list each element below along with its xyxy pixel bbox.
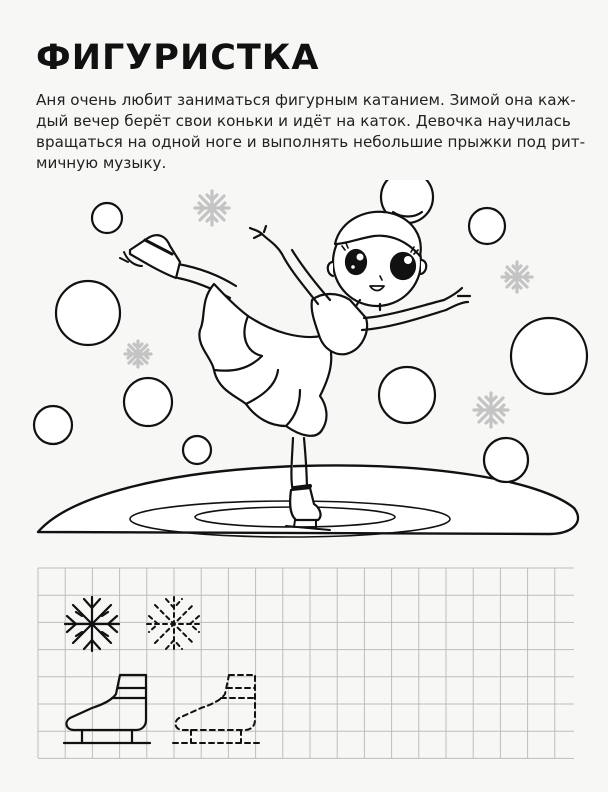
snowflake-icon: [195, 191, 229, 225]
snowflake-icon: [125, 341, 151, 367]
story-line: мичную музыку.: [36, 154, 167, 172]
skate-tracing-icon: [173, 675, 259, 743]
snow-circle: [34, 406, 72, 444]
snowflake-icon: [502, 262, 532, 292]
skater-illustration: [0, 180, 608, 550]
page-title: ФИГУРИСТКА: [36, 38, 320, 78]
snow-circle: [56, 281, 120, 345]
tracing-grid-exercise: [0, 555, 608, 770]
story-line: Аня очень любит заниматься фигурным катанием. Зимой она каж-: [36, 91, 576, 109]
snowflake-icon: [474, 393, 508, 427]
snow-circle: [124, 378, 172, 426]
snow-circle: [92, 203, 122, 233]
snow-circle: [379, 367, 435, 423]
snow-circle: [183, 436, 211, 464]
snow-circle: [484, 438, 528, 482]
snow-circle: [511, 318, 587, 394]
snow-circle: [469, 208, 505, 244]
snowflake-sample-icon: [65, 597, 119, 651]
story-line: дый вечер берёт свои коньки и идёт на каток. Девочка научилась: [36, 112, 571, 130]
story-line: вращаться на одной ноге и выполнять небольшие прыжки под рит-: [36, 133, 586, 151]
skate-sample-icon: [64, 675, 150, 743]
story-text: [36, 90, 586, 174]
